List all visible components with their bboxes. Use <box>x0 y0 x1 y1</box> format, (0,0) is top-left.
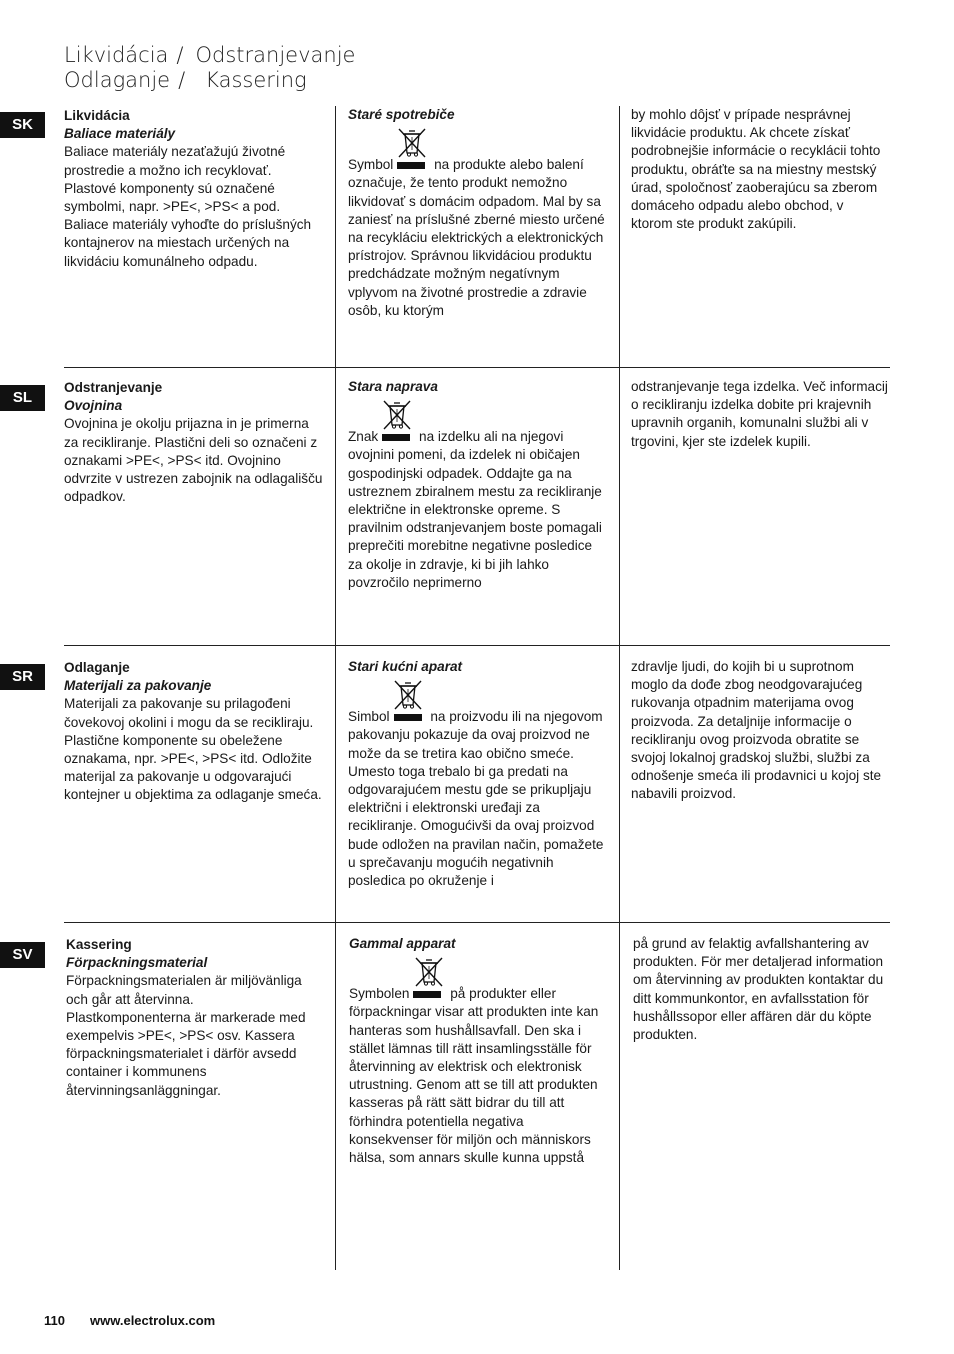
appliance-column-sv <box>349 935 611 1167</box>
page-title-line2 <box>64 67 307 93</box>
column-divider <box>335 106 336 1270</box>
appliance-continued-sl <box>631 378 889 451</box>
title-kassering: Kassering <box>205 68 307 92</box>
section-subheading: Ovojnina <box>64 398 123 414</box>
symbol-word: Simbol <box>348 709 390 725</box>
section-divider <box>64 645 890 646</box>
section-subheading: Baliace materiály <box>64 126 176 142</box>
column-divider <box>619 106 620 1270</box>
underline-bar-icon <box>397 162 425 169</box>
page-title <box>64 42 355 68</box>
appliance-heading: Gammal apparat <box>349 936 456 951</box>
title-separator: / <box>178 68 186 92</box>
section-heading: Odlaganje <box>64 660 130 675</box>
symbol-word: Znak <box>348 429 379 445</box>
website-link[interactable]: www.electrolux.com <box>90 1313 216 1328</box>
section-heading: Kassering <box>66 937 132 952</box>
appliance-text-part-b: odstranjevanje tega izdelka. Več informacij o recikliranju izdelka dobite pri krajevnih upravnih organih, komunalni službi ali v trgovini, kjer ste izdelek kupili. <box>631 379 888 449</box>
underline-bar-icon <box>394 714 422 721</box>
title-odlaganje: Odlaganje <box>64 68 171 92</box>
appliance-text-part-b: zdravlje ljudi, do kojih bi u suprotnom moglo da dođe zbog neodgovarajućeg rukovanja otpadnim materijama ovog proizvoda. Za detaljnije informacije o recikliranju ovog proizvoda obratite se svojoj lokalnoj gradskoj službi, službi za odnošenje smeća ili prodavnici u kojoj ste nabavili proizvod. <box>631 659 882 802</box>
crossed-bin-icon <box>413 955 445 989</box>
title-separator: / <box>176 43 184 67</box>
lang-tab-sv: SV <box>0 942 45 968</box>
packaging-text: Förpackningsmaterialen är miljövänliga och går att återvinna. Plastkomponenterna är markerade med exempelvis >PE<, >PS< osv. Kassera förpackningsmaterialet i därför avsedd container i kommunens återvinningsanläggningar. <box>66 973 306 1098</box>
lang-tab-sk: SK <box>0 112 45 138</box>
section-divider <box>64 367 890 368</box>
crossed-bin-icon <box>381 398 413 432</box>
crossed-bin-icon <box>396 126 428 160</box>
underline-bar-icon <box>413 991 441 998</box>
appliance-heading: Staré spotrebiče <box>348 107 455 122</box>
appliance-text-part-b: by mohlo dôjsť v prípade nesprávnej likvidácie produktu. Ak chcete získať podrobnejšie informácie o recyklácii tohto produktu, obráťte sa na miestny mestský úrad, spoločnosť zaoberajúcu sa zberom domáceho odpadu alebo obchod, v ktorom ste produkt zakúpili. <box>631 107 881 232</box>
packaging-text: Materijali za pakovanje su prilagođeni čovekovoj okolini i mogu da se recikliraju. Plastične komponente su obeležene oznakama, npr. >PE<, >PS< itd. Odložite materijal za pakovanje u odgovarajući kontejner u objektima za odlaganje smeća. <box>64 696 322 803</box>
appliance-continued-sr <box>631 658 891 804</box>
crossed-bin-icon <box>392 678 424 712</box>
packaging-text: Ovojnina je okolju prijazna in je primerna za recikliranje. Plastični deli so označeni z oznakami >PE<, >PS< itd. Ovojnino odvrzite v ustrezen zabojnik na odlagališču odpadkov. <box>64 416 323 505</box>
appliance-continued-sv <box>633 935 893 1044</box>
section-subheading: Förpackningsmaterial <box>66 955 208 971</box>
lang-tab-sl: SL <box>0 385 45 411</box>
appliance-text-part-a: na izdelku ali na njegovi ovojnini pomeni, da izdelek ni običajen gospodinjski odpadek. Oddajte ga na ustreznem zbiralnem mestu za recikliranje električne in elektronske opreme. S pravilnim odstranjevanjem boste pomagali preprečiti morebitne negativne posledice za okolje in zdravje, ki bi jih lahko povzročilo neprimerno <box>348 429 602 590</box>
appliance-text-part-a: na proizvodu ili na njegovom pakovanju pokazuje da ovaj proizvod ne može da se tretira kao obično smeće. Umesto toga trebalo bi ga predati na odgovarajućem mestu gde se prikupljaju električni i elektronski uređaji za recikliranje. Omogućivši da ovaj proizvod bude odložen na pravilan način, pomažete u sprečavanju mogućih negativnih posledica po okruženje i <box>348 709 604 889</box>
appliance-text-part-a: på produkter eller förpackningar visar att produkten inte kan hanteras som hushållsavfall. Den ska i stället lämnas till rätt insamlingsställe för återvinning av elektrisk och elektronisk utrustning. Genom att se till att produkten kasseras på rätt sätt bidrar du till att förhindra potentiella negativa konsekvenser för miljön och människors hälsa, som annars skulle kunna uppstå <box>349 986 599 1166</box>
section-heading: Odstranjevanje <box>64 380 163 395</box>
appliance-column-sr <box>348 658 610 890</box>
packaging-column-sv <box>66 936 322 1100</box>
appliance-continued-sk <box>631 106 886 233</box>
appliance-heading: Stara naprava <box>348 379 438 394</box>
page-number: 110 <box>44 1313 65 1328</box>
section-subheading: Materijali za pakovanje <box>64 678 212 694</box>
appliance-text <box>348 156 610 320</box>
symbol-word: Symbolen <box>349 986 410 1002</box>
packaging-column-sk <box>64 107 326 271</box>
section-divider <box>64 922 890 923</box>
appliance-column-sl <box>348 378 610 592</box>
underline-bar-icon <box>382 434 410 441</box>
appliance-text <box>349 985 611 1167</box>
appliance-text <box>348 708 610 890</box>
lang-tab-sr: SR <box>0 664 45 690</box>
packaging-column-sl <box>64 379 326 506</box>
title-likvidacia: Likvidácia <box>64 43 169 67</box>
title-odstranjevanje: Odstranjevanje <box>195 43 356 67</box>
appliance-text-part-a: na produkte alebo balení označuje, že tento produkt nemožno likvidovať s domácim odpadom. Mal by sa zaniesť na príslušné zberné miesto určené na recykláciu elektrických a elektronických prístrojov. Správnou likvidáciou produktu predchádzate možným negatívnym vplyvom na životné prostredie a zdravie osôb, ku ktorým <box>348 157 605 318</box>
symbol-word: Symbol <box>348 157 394 173</box>
appliance-column-sk <box>348 106 610 320</box>
packaging-text: Baliace materiály nezaťažujú životné prostredie a možno ich recyklovať. Plastové komponenty sú označené symbolmi, napr. >PE<, >PS< a pod. Baliace materiály vyhoďte do príslušných kontajnerov na miestach určených na likvidáciu komunálneho odpadu. <box>64 144 312 269</box>
appliance-text-part-b: på grund av felaktig avfallshantering av produkten. För mer detaljerad information om återvinning av produkten kontaktar du ditt kommunkontor, en avfallsstation för hushållssopor eller affären där du köpte produkten. <box>633 936 884 1043</box>
packaging-column-sr <box>64 659 326 805</box>
appliance-heading: Stari kućni aparat <box>348 659 463 674</box>
section-heading: Likvidácia <box>64 108 130 123</box>
appliance-text <box>348 428 610 592</box>
